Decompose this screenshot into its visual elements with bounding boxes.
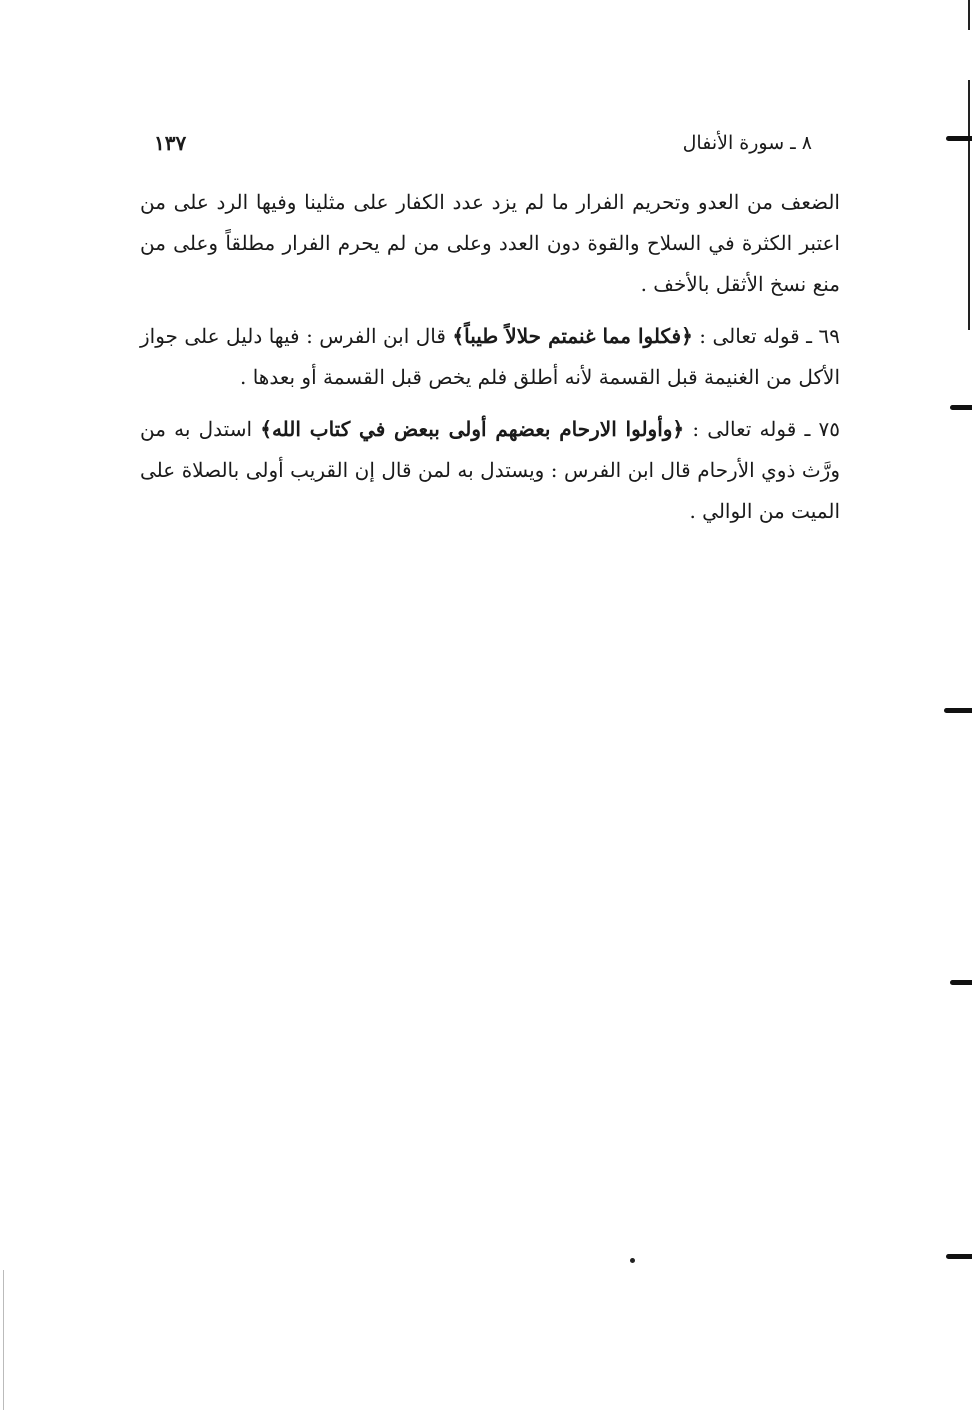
paragraph-text: الضعف من العدو وتحريم الفرار ما لم يزد عدد الكفار على مثلينا وفيها الرد على من اعتبر الكثرة في السلاح والقوة دون العدد وعلى من لم يحرم الفرار مطلقاً وعلى من منع نسخ الأثقل بالأخف .	[140, 190, 840, 296]
paragraph	[140, 409, 840, 532]
verse-reference: ٧٥ ـ قوله تعالى :	[684, 417, 841, 441]
scan-edge-mark	[944, 708, 972, 713]
ink-speck	[630, 1258, 635, 1263]
scan-edge-mark	[950, 405, 972, 410]
running-header	[140, 128, 812, 160]
scan-edge-mark	[950, 980, 972, 985]
verse-reference: ٦٩ ـ قوله تعالى :	[692, 324, 840, 348]
scan-edge-mark	[946, 1254, 972, 1259]
scan-edge-mark	[946, 136, 972, 141]
scan-edge-line	[968, 0, 970, 30]
body-text	[140, 182, 840, 543]
quran-quote: ﴿وأولوا الارحام بعضهم أولى ببعض في كتاب الله﴾	[260, 417, 685, 441]
quran-quote: ﴿فكلوا مما غنمتم حلالاً طيباً﴾	[452, 324, 693, 348]
scan-edge-line	[968, 80, 970, 330]
paragraph-text: قال ابن الفرس : فيها دليل على جواز الأكل من الغنيمة قبل القسمة لأنه أطلق فلم يخص قبل القسمة أو بعدها .	[140, 324, 840, 389]
surah-title: ٨ ـ سورة الأنفال	[682, 132, 812, 154]
paragraph	[140, 316, 840, 398]
paragraph-text: استدل به من ورَّث ذوي الأرحام قال ابن الفرس : ويستدل به لمن قال إن القريب أولى بالصلاة على الميت من الوالي .	[140, 417, 840, 523]
page-number: ١٣٧	[154, 131, 187, 155]
paragraph	[140, 182, 840, 305]
scan-edge-line-left	[3, 1270, 4, 1410]
